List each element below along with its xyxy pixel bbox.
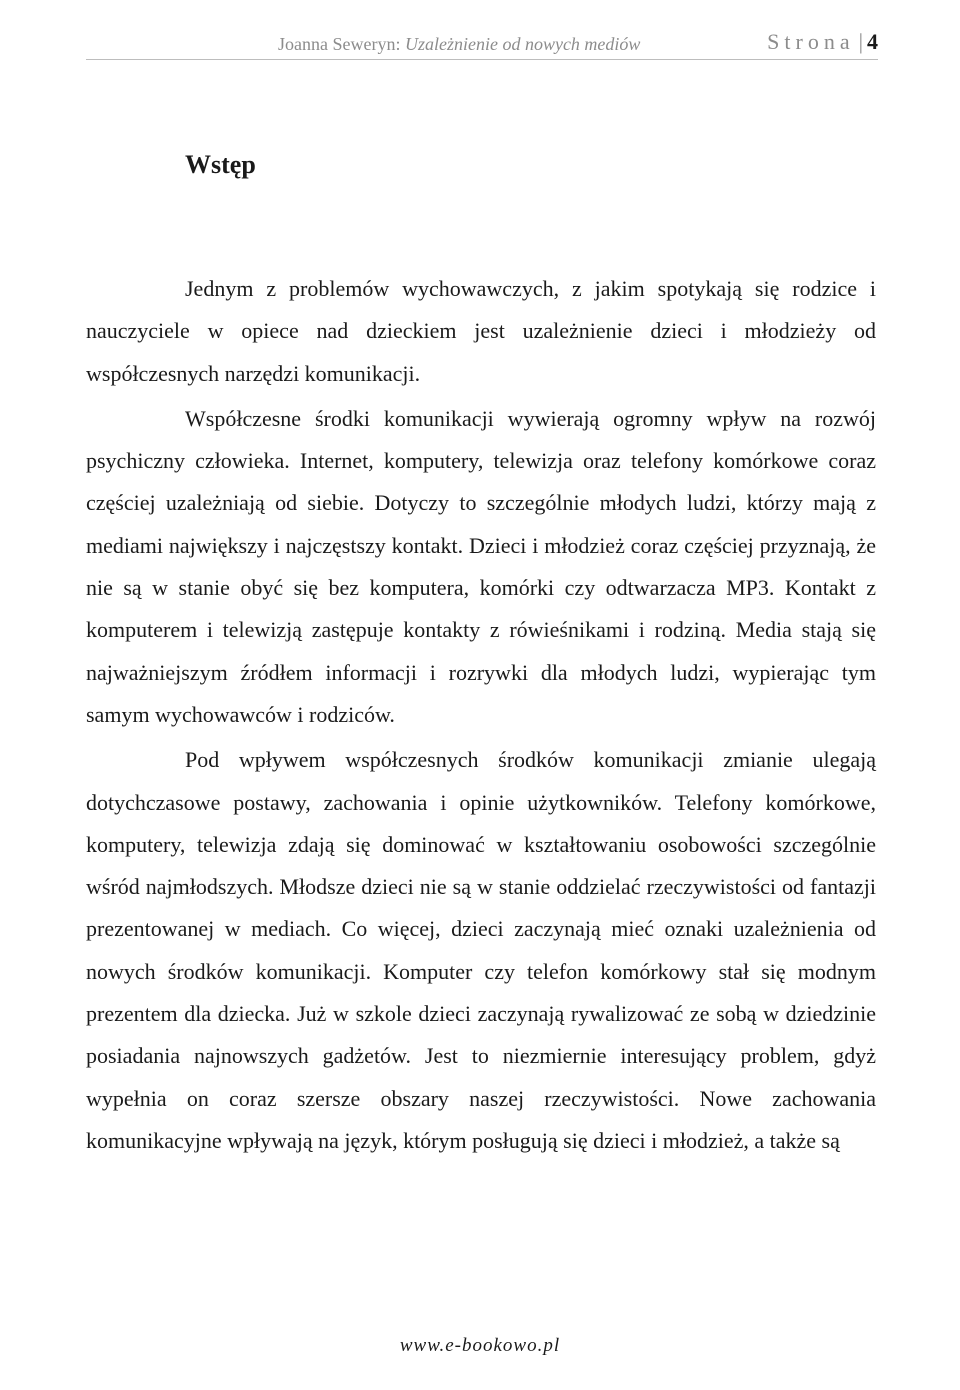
section-title: Wstęp [185,150,256,179]
page-header [86,20,878,60]
body-text [86,268,876,1162]
header-title [86,34,640,55]
paragraph: Współczesne środki komunikacji wywierają ogromny wpływ na rozwój psychiczny człowieka. Internet, komputery, telewizja oraz telefony komórkowe coraz częściej uzależniają od siebie. Dotyczy to szczególnie młodych ludzi, którzy mają z mediami największy i najczęstszy kontakt. Dzieci i młodzież coraz częściej przyznają, że nie są w stanie obyć się bez komputera, komórki czy odtwarzacza MP3. Kontakt z komputerem i telewizją zastępuje kontakty z rówieśnikami i rodziną. Media stają się najważniejszym źródłem informacji i rozrywki dla młodych ludzi, wypierając tym samym wychowawców i rodziców. [86,405,876,727]
footer-url: www.e-bookowo.pl [399,1335,561,1356]
page-word: Strona [767,29,855,54]
header-subtitle: Uzależnienie od nowych mediów [404,34,641,54]
paragraph: Jednym z problemów wychowawczych, z jakim spotykają się rodzice i nauczyciele w opiece nad dzieckiem jest uzależnienie dzieci i młodzieży od współczesnych narzędzi komunikacji. [86,276,876,386]
paragraph: Pod wpływem współczesnych środków komunikacji zmianie ulegają dotychczasowe postawy, zachowania i opinie użytkowników. Telefony komórkowe, komputery, telewizja zdają się dominować w kształtowaniu osobowości szczególnie wśród najmłodszych. Młodsze dzieci nie są w stanie oddzielać rzeczywistości od fantazji prezentowanej w mediach. Co więcej, dzieci zaczynają mieć oznaki uzależnienia od nowych środków komunikacji. Komputer czy telefon komórkowy stał się modnym prezentem dla dziecka. Już w szkole dzieci zaczynają rywalizować ze sobą w dziedzinie posiadania najnowszych gadżetów. Jest to niezmiernie interesujący problem, gdyż wypełnia on coraz szersze obszary naszej rzeczywistości. Nowe zachowania komunikacyjne wpływają na język, którym posługują się dzieci i młodzież, a także są [86,747,876,1153]
page-indicator [767,29,878,55]
page-footer [0,1335,960,1357]
page-number: 4 [867,29,878,54]
page-separator: | [858,29,863,54]
header-author: Joanna Seweryn: [278,34,401,54]
